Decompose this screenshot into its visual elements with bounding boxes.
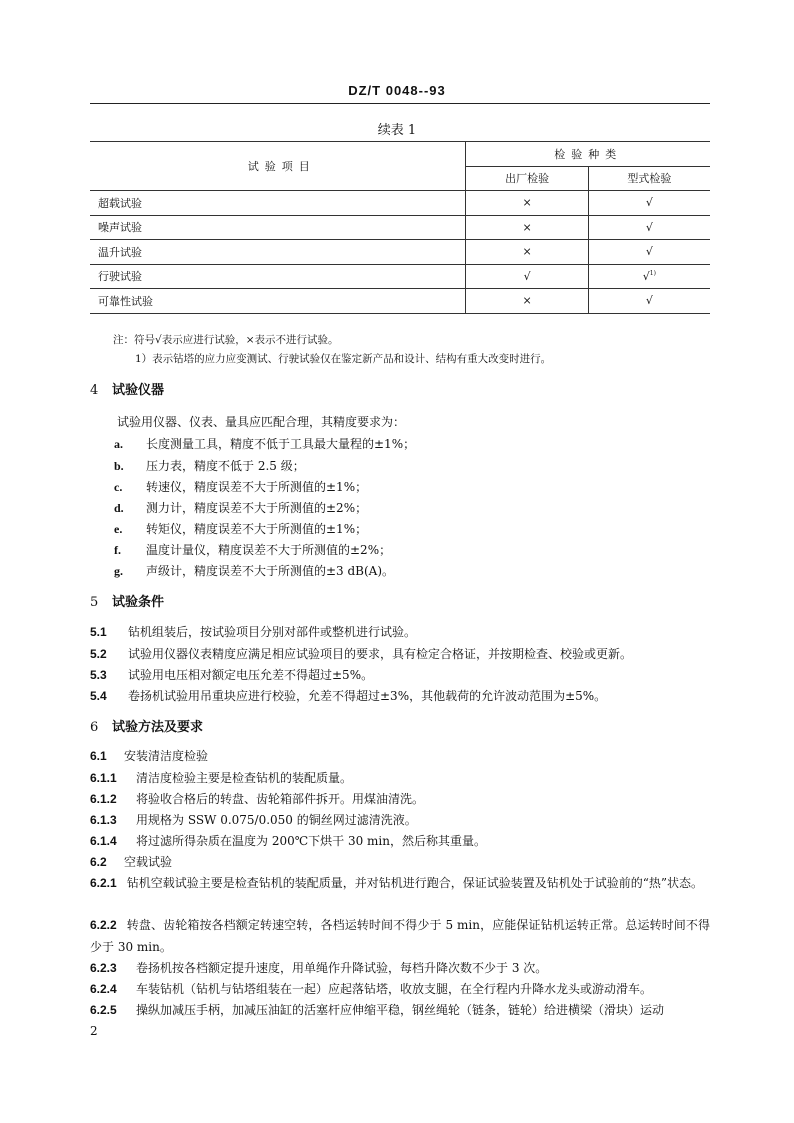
row-factory: × — [466, 240, 588, 265]
clause: 6.2.1 钻机空载试验主要是检查钻机的装配质量，并对钻机进行跑合，保证试验装置及钻机处于试验前的“热”状态。 — [90, 876, 703, 890]
section-4-heading — [90, 379, 164, 398]
clause: 6.2.3 卷扬机按各档额定提升速度，用单绳作升降试验，每档升降次数不少于 3 次。 — [90, 961, 548, 975]
section-title: 试验方法及要求 — [112, 720, 204, 735]
list-item: f. 温度计量仪，精度误差不大于所测值的±2%； — [114, 543, 392, 557]
list-item: b. 压力表，精度不低于 2.5 级； — [114, 459, 305, 473]
footnote-ref: 1) — [649, 269, 656, 277]
row-type: √ — [588, 215, 710, 240]
row-item: 行驶试验 — [98, 270, 142, 284]
row-type: √ — [588, 289, 710, 314]
section-4-intro: 试验用仪器、仪表、量具应匹配合理，其精度要求为： — [117, 415, 406, 429]
clause: 5.3 试验用电压相对额定电压允差不得超过±5%。 — [90, 668, 374, 682]
clause: 6.1.4 将过滤所得杂质在温度为 200℃下烘干 30 min，然后称其重量。 — [90, 834, 486, 848]
subsection-heading: 6.2 空载试验 — [90, 855, 173, 869]
clause: 5.4 卷扬机试验用吊重块应进行校验，允差不得超过±3%，其他载荷的允许波动范围为±5%。 — [90, 689, 607, 703]
clause: 6.1.2 将验收合格后的转盘、齿轮箱部件拆开。用煤油清洗。 — [90, 792, 425, 806]
row-factory: × — [466, 215, 588, 240]
list-item: e. 转矩仪，精度误差不大于所测值的±1%； — [114, 522, 368, 536]
col-header-factory: 出厂检验 — [466, 166, 588, 191]
clause: 5.2 试验用仪器仪表精度应满足相应试验项目的要求，具有检定合格证，并按期检查、校验或更新。 — [90, 647, 633, 661]
col-header-item: 试验项目 — [247, 160, 316, 173]
table-row — [90, 264, 710, 289]
section-title: 试验仪器 — [112, 383, 165, 398]
row-item: 超载试验 — [98, 196, 142, 210]
page-number: 2 — [90, 1024, 98, 1038]
list-item: g. 声级计，精度误差不大于所测值的±3 dB(A)。 — [114, 564, 395, 578]
row-factory: √ — [466, 264, 588, 289]
row-type: √ — [588, 240, 710, 265]
header-rule — [90, 103, 710, 104]
col-header-group: 检验种类 — [466, 142, 710, 167]
inspection-table — [90, 141, 710, 314]
section-number: 4 — [90, 383, 99, 398]
table-row — [90, 289, 710, 314]
clause: 6.2.2 转盘、齿轮箱按各档额定转速空转，各档运转时间不得少于 5 min，应能保证钻机运转正常。总运转时间不得少于 30 min。 — [90, 918, 710, 954]
row-item: 噪声试验 — [98, 221, 142, 235]
table-note-2: 1）表示钻塔的应力应变测试、行驶试验仅在鉴定新产品和设计、结构有重大改变时进行。 — [135, 353, 552, 365]
row-factory: × — [466, 289, 588, 314]
col-header-type: 型式检验 — [588, 166, 710, 191]
list-item: a. 长度测量工具，精度不低于工具最大量程的±1%； — [114, 437, 416, 451]
list-item: d. 测力计，精度误差不大于所测值的±2%； — [114, 501, 368, 515]
clause: 6.2.5 操纵加减压手柄，加减压油缸的活塞杆应伸缩平稳，钢丝绳轮（链条，链轮）给进横梁（滑块）运动 — [90, 1003, 665, 1017]
row-item: 温升试验 — [98, 245, 142, 259]
row-item: 可靠性试验 — [98, 294, 153, 308]
row-type-mark: √ — [642, 269, 650, 283]
clause: 6.2.4 车装钻机（钻机与钻塔组装在一起）应起落钻塔，收放支腿，在全行程内升降水龙头或游动滑车。 — [90, 982, 653, 996]
section-6-heading — [90, 716, 203, 735]
table-row — [90, 240, 710, 265]
standard-code: DZ/T 0048--93 — [348, 83, 446, 98]
subsection-heading: 6.1 安装清洁度检验 — [90, 749, 209, 763]
list-item: c. 转速仪，精度误差不大于所测值的±1%； — [114, 480, 368, 494]
clause: 5.1 钻机组装后，按试验项目分别对部件或整机进行试验。 — [90, 625, 417, 639]
table-row — [90, 191, 710, 216]
row-type: √ — [588, 191, 710, 216]
section-title: 试验条件 — [112, 595, 165, 610]
clause: 6.1.1 清洁度检验主要是检查钻机的装配质量。 — [90, 771, 353, 785]
table-row — [90, 215, 710, 240]
section-5-heading — [90, 591, 164, 610]
section-number: 6 — [90, 720, 99, 735]
row-factory: × — [466, 191, 588, 216]
table-caption: 续表 1 — [377, 123, 417, 138]
table-note-1: 注：符号√表示应进行试验，×表示不进行试验。 — [113, 334, 339, 346]
section-number: 5 — [90, 595, 99, 610]
row-type — [588, 264, 710, 289]
clause: 6.1.3 用规格为 SSW 0.075/0.050 的铜丝网过滤清洗液。 — [90, 813, 417, 827]
